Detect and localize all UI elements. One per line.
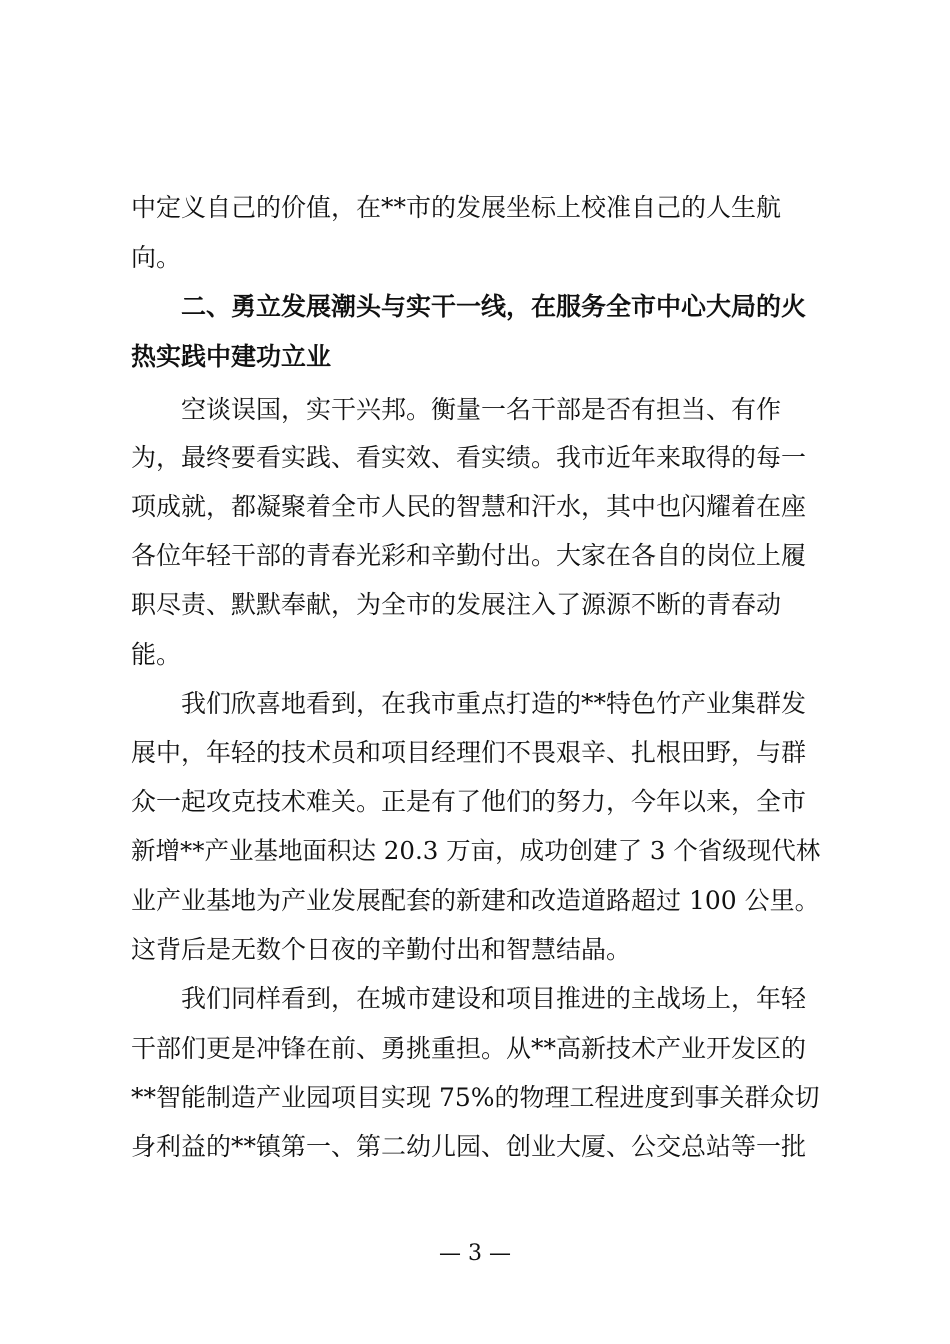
- body-text-line: 职尽责、默默奉献，为全市的发展注入了源源不断的青春动: [131, 590, 782, 619]
- body-text-line: 身利益的**镇第一、第二幼儿园、创业大厦、公交总站等一批: [131, 1132, 807, 1161]
- body-text-line: 向。: [131, 243, 182, 272]
- body-text-line: **智能制造产业园项目实现 75%的物理工程进度到事关群众切: [131, 1083, 820, 1112]
- body-text-line: 众一起攻克技术难关。正是有了他们的努力，今年以来，全市: [131, 787, 807, 816]
- body-text-line: 项成就，都凝聚着全市人民的智慧和汗水，其中也闪耀着在座: [131, 492, 807, 521]
- body-text-line: 干部们更是冲锋在前、勇挑重担。从**高新技术产业开发区的: [131, 1034, 807, 1063]
- body-text-line: 新增**产业基地面积达 20.3 万亩，成功创建了 3 个省级现代林: [131, 836, 821, 865]
- body-text-line: 展中，年轻的技术员和项目经理们不畏艰辛、扎根田野，与群: [131, 738, 807, 767]
- body-text-line: 为，最终要看实践、看实效、看实绩。我市近年来取得的每一: [131, 443, 807, 472]
- page-number: — 3 —: [439, 1241, 511, 1266]
- body-text-line: 中定义自己的价值，在**市的发展坐标上校准自己的人生航: [131, 193, 782, 222]
- section-heading-line: 热实践中建功立业: [131, 342, 332, 371]
- body-text-line: 能。: [131, 640, 182, 669]
- body-text-line: 空谈误国，实干兴邦。衡量一名干部是否有担当、有作: [181, 395, 782, 424]
- body-text-line: 我们欣喜地看到，在我市重点打造的**特色竹产业集群发: [181, 689, 807, 718]
- body-text-line: 各位年轻干部的青春光彩和辛勤付出。大家在各自的岗位上履: [131, 541, 807, 570]
- section-heading-line: 二、勇立发展潮头与实干一线，在服务全市中心大局的火: [181, 292, 807, 321]
- body-text-line: 我们同样看到，在城市建设和项目推进的主战场上，年轻: [181, 984, 807, 1013]
- body-text-line: 业产业基地为产业发展配套的新建和改造道路超过 100 公里。: [131, 886, 820, 915]
- body-text-line: 这背后是无数个日夜的辛勤付出和智慧结晶。: [131, 935, 632, 964]
